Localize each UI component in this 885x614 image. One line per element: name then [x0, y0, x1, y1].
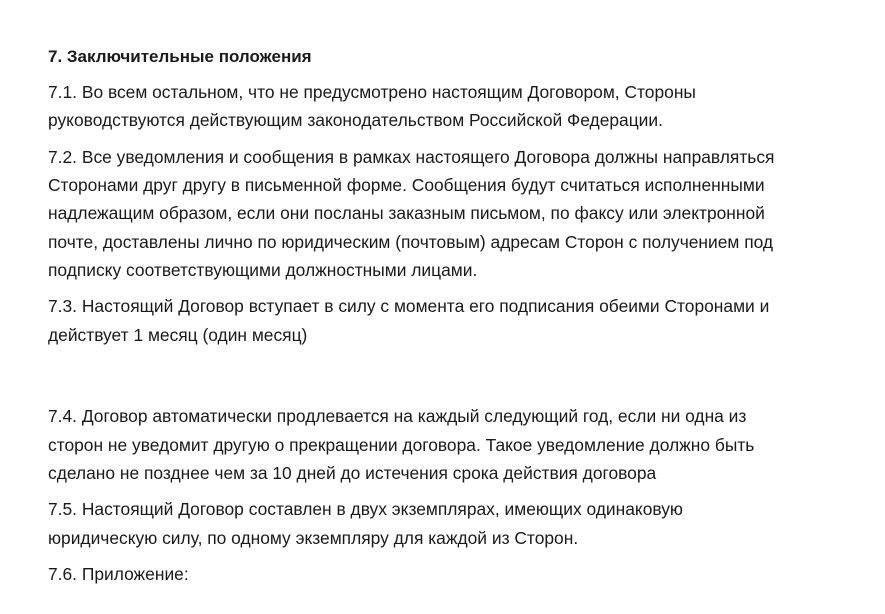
blank-space [48, 357, 868, 402]
clause-7-1 [48, 78, 868, 134]
document-page [48, 46, 868, 597]
clause-line: 7.4. Договор автоматически продлевается на каждый следующий год, если ни одна из [48, 406, 747, 427]
clause-7-3 [48, 292, 868, 348]
clause-7-4 [48, 402, 868, 487]
clause-line: 7.3. Настоящий Договор вступает в силу с момента его подписания обеими Сторонами и [48, 296, 770, 317]
clause-7-5 [48, 495, 868, 551]
clause-line: сторон не уведомит другую о прекращении договора. Такое уведомление должно быть [48, 434, 755, 455]
clause-line: действует 1 месяц (один месяц) [48, 324, 308, 345]
section-heading: 7. Заключительные положения [48, 47, 312, 66]
clause-line: подписку соответствующими должностными лицами. [48, 259, 478, 280]
clause-7-6 [48, 560, 868, 588]
clause-line: Сторонами друг другу в письменной форме. Сообщения будут считаться исполненными [48, 175, 765, 196]
clause-line: надлежащим образом, если они посланы заказным письмом, по факсу или электронной [48, 203, 765, 224]
clause-line: 7.6. Приложение: [48, 564, 189, 585]
clause-line: руководствуются действующим законодательством Российской Федерации. [48, 110, 663, 131]
clause-7-2 [48, 143, 868, 284]
clause-line: юридическую силу, по одному экземпляру для каждой из Сторон. [48, 527, 579, 548]
clause-line: сделано не позднее чем за 10 дней до истечения срока действия договора [48, 462, 657, 483]
clause-line: 7.5. Настоящий Договор составлен в двух экземплярах, имеющих одинаковую [48, 499, 683, 520]
clause-line: 7.2. Все уведомления и сообщения в рамках настоящего Договора должны направляться [48, 146, 775, 167]
clause-line: почте, доставлены лично по юридическим (почтовым) адресам Сторон с получением под [48, 231, 774, 252]
clause-line: 7.1. Во всем остальном, что не предусмотрено настоящим Договором, Стороны [48, 82, 696, 102]
